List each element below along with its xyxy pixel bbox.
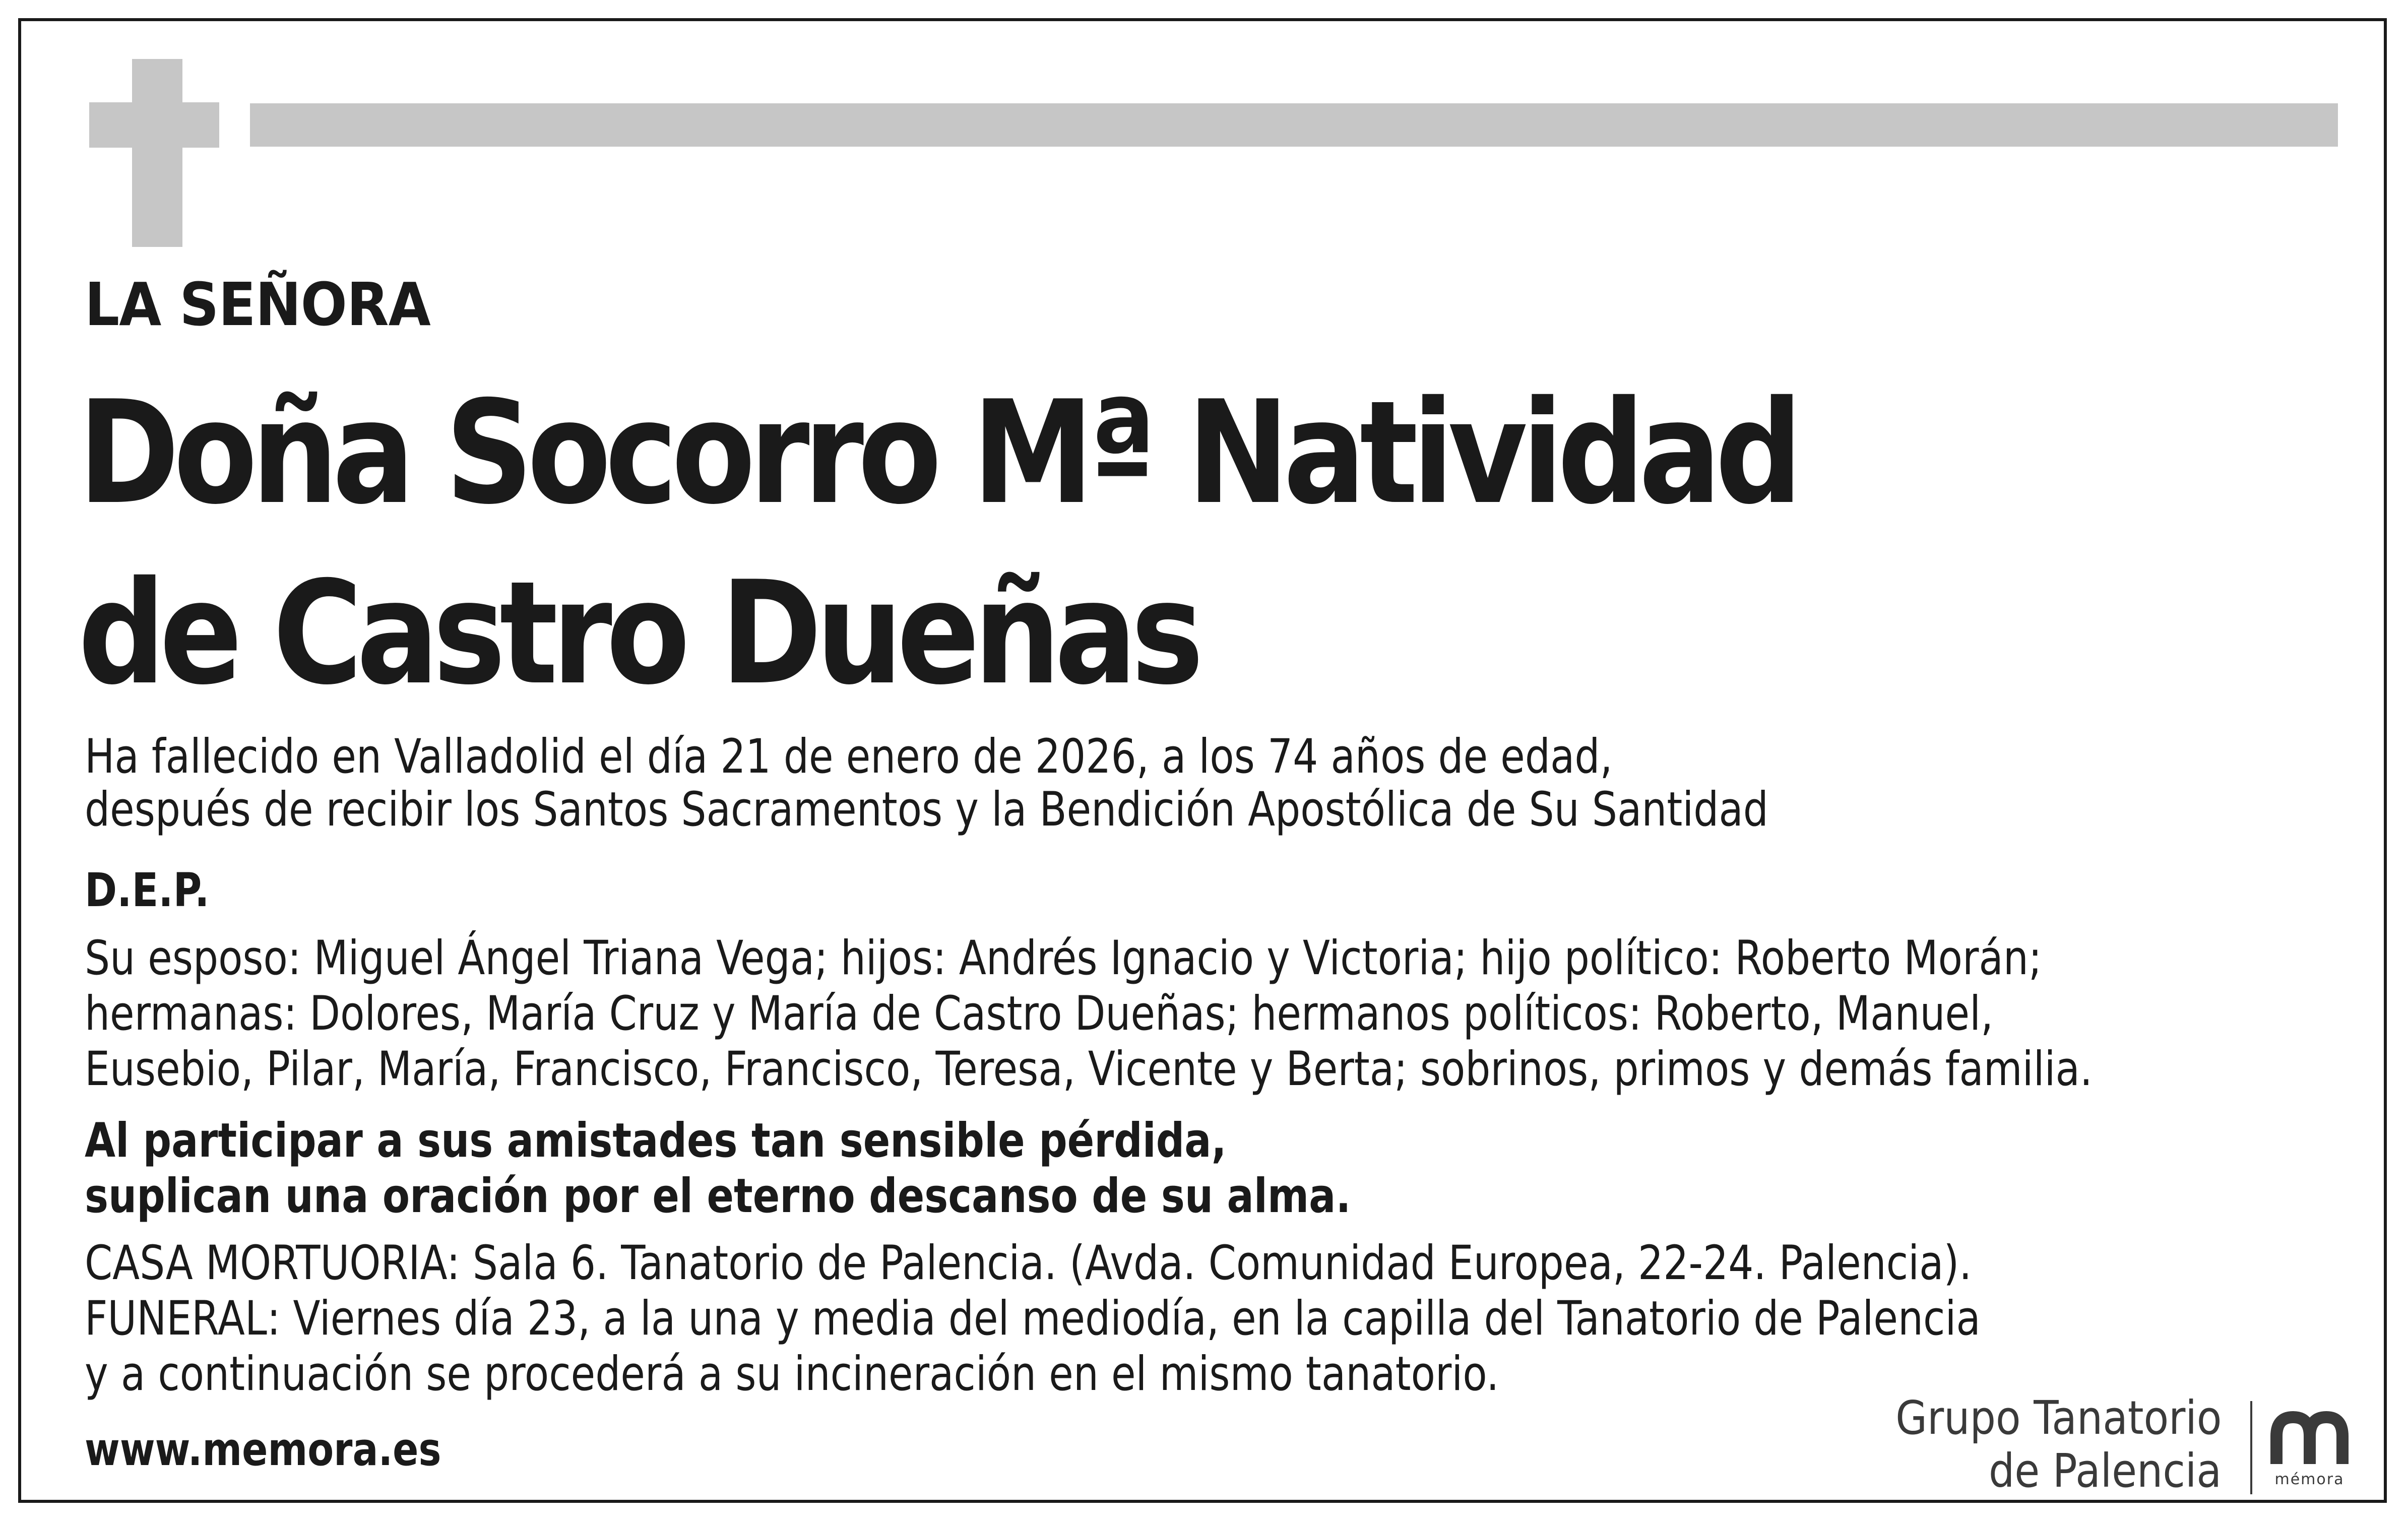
company-name-line-2: de Palencia [1989, 1444, 2222, 1498]
logo-divider [2250, 1401, 2252, 1494]
death-notice-line-1: Ha fallecido en Valladolid el día 21 de enero de 2026, a los 74 años de edad, [85, 729, 1613, 784]
request-line-2: suplican una oración por el eterno descanso de su alma. [85, 1169, 1351, 1224]
deceased-name-line-1: Doña Socorro Mª Natividad [78, 370, 1797, 536]
website-link[interactable]: www.memora.es [85, 1423, 441, 1476]
cross-icon [132, 59, 182, 247]
family-line-3: Eusebio, Pilar, María, Francisco, Francisco, Teresa, Vicente y Berta; sobrinos, primos y demás familia. [85, 1042, 2093, 1097]
request-line-1: Al participar a sus amistades tan sensible pérdida, [85, 1113, 1227, 1168]
family-line-1: Su esposo: Miguel Ángel Triana Vega; hijos: Andrés Ignacio y Victoria; hijo político: Roberto Morán; [85, 931, 2042, 986]
family-line-2: hermanas: Dolores, María Cruz y María de Castro Dueñas; hermanos políticos: Roberto, Manuel, [85, 986, 1994, 1041]
header-bar [250, 103, 2338, 147]
honorific-label: LA SEÑORA [85, 270, 430, 339]
memora-logo-wordmark: mémora [2274, 1471, 2344, 1488]
company-name-line-1: Grupo Tanatorio [1895, 1391, 2222, 1445]
memora-logo-icon [2270, 1411, 2349, 1467]
cross-icon-arm [89, 102, 219, 148]
death-notice-line-2: después de recibir los Santos Sacramentos y la Bendición Apostólica de Su Santidad [85, 782, 1768, 837]
funeral-line-2: y a continuación se procederá a su incineración en el mismo tanatorio. [85, 1347, 1499, 1402]
dep-label: D.E.P. [85, 863, 210, 917]
deceased-name-line-2: de Castro Dueñas [78, 550, 1198, 716]
funeral-line-1: FUNERAL: Viernes día 23, a la una y media del mediodía, en la capilla del Tanatorio de Palencia [85, 1291, 1981, 1346]
casa-mortuoria-line: CASA MORTUORIA: Sala 6. Tanatorio de Palencia. (Avda. Comunidad Europea, 22-24. Palencia). [85, 1236, 1972, 1291]
